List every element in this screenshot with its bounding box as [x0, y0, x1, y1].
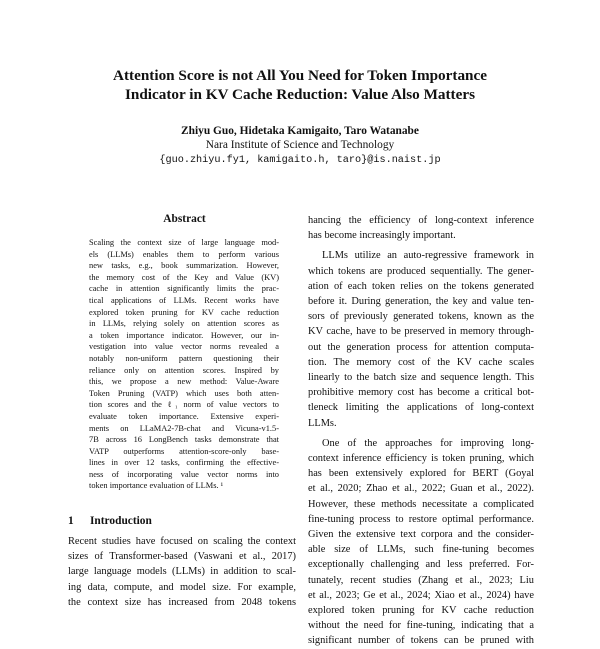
paragraph-line: linearly to the batch size and sequence length. This [308, 372, 534, 384]
abstract-line: a token importance indicator. However, our in- [89, 330, 279, 340]
author-emails: {guo.zhiyu.fy1, kamigaito.h, taro}@is.naist.jp [159, 155, 441, 166]
section-title: Introduction [90, 515, 152, 527]
section-number: 1 [68, 515, 74, 527]
abstract-line: explored token pruning for KV cache reduction [89, 307, 279, 317]
paragraph-line: hancing the efficiency of long-context inference [308, 215, 534, 226]
paragraph-line: context inference efficiency is token pruning, which [308, 453, 534, 465]
abstract-line: cache in attention significantly limits the prac- [89, 284, 279, 294]
abstract-line: notably non-uniform pattern questioning their [89, 353, 279, 363]
abstract-line: els (LLMs) enables them to perform various [89, 249, 279, 259]
intro-line: sizes of Transformer-based (Vaswani et al., 2017) [68, 551, 296, 563]
abstract-heading: Abstract [163, 213, 206, 225]
abstract-line: in LLMs, relying solely on attention scores as [89, 319, 279, 329]
intro-line: large language models (LLMs) in addition to scal- [68, 566, 296, 578]
abstract-line: vestigation into value vector norms revealed a [89, 342, 279, 352]
paragraph-line: has been extensively explored for BERT (Goyal [308, 468, 534, 480]
abstract-line: new tasks, e.g., book summarization. However, [89, 261, 279, 271]
paragraph-line: able size of LLMs, such fine-tuning becomes [308, 544, 534, 556]
abstract-line: lines in over 12 tasks, confirming the effective- [89, 458, 279, 468]
paragraph-line: before it. During generation, the key and value ten- [308, 296, 534, 308]
intro-line: the context size has increased from 2048 tokens [68, 596, 296, 608]
right-column-body [308, 213, 534, 649]
paragraph [308, 248, 534, 430]
paragraph-line: LLMs utilize an auto-regressive framework in [322, 250, 534, 262]
paragraph-line: tleneck limiting the applications of long-context [308, 402, 534, 414]
affiliation: Nara Institute of Science and Technology [205, 139, 395, 151]
paper-title [60, 66, 540, 104]
paragraph-line: which tokens are produced sequentially. The gener- [308, 265, 534, 277]
paragraph-line: exceptionally challenging and less preferred. For- [308, 559, 534, 571]
paragraph [308, 436, 534, 649]
abstract-line: VATP outperforms attention-score-only base- [89, 446, 279, 456]
section-heading [68, 514, 152, 529]
paragraph-line: explored token pruning for KV cache reduction [308, 605, 534, 617]
abstract-line: the memory cost of the Key and Value (KV) [89, 272, 279, 282]
paragraph-line: ation of each token relies on the tokens generated [308, 280, 534, 292]
paragraph-line: prohibitive memory cost has become a critical bot- [308, 387, 534, 399]
paragraph-line: without the need for fine-tuning, indicating that a [308, 620, 534, 632]
abstract-body [89, 237, 279, 492]
abstract-line: reliance only on attention scores. Inspired by [89, 365, 279, 375]
intro-line: ing data, compute, and model size. For example, [68, 581, 296, 593]
abstract-line: tion scores and the ℓ₁ norm of value vectors to [89, 400, 279, 410]
abstract-line: Scaling the context size of large language mod- [89, 238, 279, 247]
abstract-line: ments on LLaMA2-7B-chat and Vicuna-v1.5- [89, 423, 279, 433]
paragraph-line: tion. The memory cost of the KV cache scales [308, 356, 534, 368]
paragraph-line: et al., 2020; Zhao et al., 2022; Guan et al., 2022). [308, 483, 534, 495]
paragraph-line: out the generation process for attention computa- [308, 341, 534, 353]
paragraph-line: KV cache, have to be preserved in memory through- [308, 326, 534, 338]
abstract-line: ness of incorporating value vector norms into [89, 469, 279, 479]
abstract-line: token importance evaluation of LLMs. ¹ [89, 481, 224, 491]
paragraph-line: fine-tuning process to restore optimal performance. [308, 513, 534, 525]
paragraph-line: significant number of tokens can be pruned with [308, 635, 534, 647]
intro-line: Recent studies have focused on scaling the context [68, 536, 296, 547]
abstract-line: evaluate token importance. Extensive experi- [89, 411, 279, 421]
paragraph-line: Given the extensive text corpora and the consider- [308, 529, 534, 541]
introduction-body [68, 534, 296, 610]
paragraph-line: LLMs. [308, 417, 337, 429]
paragraph-line: However, these methods necessitate a complicated [308, 498, 534, 510]
paragraph-line: One of the approaches for improving long- [322, 437, 534, 449]
paragraph-line: et al., 2023; Ge et al., 2024; Xiao et al., 2024) have [308, 589, 534, 601]
abstract-line: tical applications of LLMs. Recent works have [89, 295, 279, 305]
abstract-line: this, we propose a new method: Value-Aware [89, 377, 279, 387]
abstract-line: 7B across 16 LongBench tasks demonstrate that [89, 435, 279, 445]
title-line: Attention Score is not All You Need for Token Importance [113, 67, 487, 84]
paragraph-line: tunately, recent studies (Zhang et al., 2023; Liu [308, 574, 534, 586]
title-line: Indicator in KV Cache Reduction: Value Also Matters [124, 86, 476, 103]
abstract-line: Token Pruning (VATP) which uses both atten- [89, 388, 279, 398]
paragraph-line: has become increasingly important. [308, 230, 456, 242]
author-list: Zhiyu Guo, Hidetaka Kamigaito, Taro Watanabe [181, 125, 419, 137]
paragraph [308, 213, 534, 243]
paragraph-line: sors of previously generated tokens, known as the [308, 311, 534, 323]
